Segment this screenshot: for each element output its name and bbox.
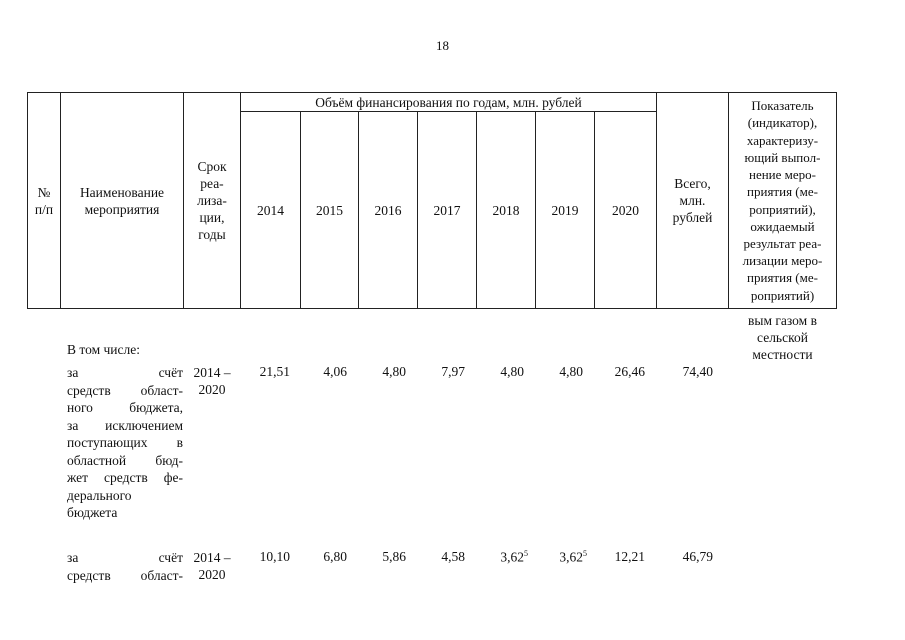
value-2017: 4,58 <box>441 549 465 564</box>
value-2015: 6,80 <box>323 549 347 564</box>
header-year: 2015 <box>316 202 343 218</box>
value-2016: 5,86 <box>382 549 406 564</box>
value-2014: 10,10 <box>259 549 290 564</box>
value-total: 74,40 <box>682 364 713 379</box>
header-year: 2020 <box>612 202 639 218</box>
header-year: 2017 <box>433 202 461 218</box>
value-2019: 4,80 <box>559 364 583 379</box>
header-year: 2018 <box>492 202 520 218</box>
indicator-continued: вым газом в сельской местности <box>748 313 817 362</box>
value-2019: 3,62$^5$ <box>559 549 587 565</box>
value-2017: 7,97 <box>441 364 465 379</box>
value-2014: 21,51 <box>259 364 290 379</box>
page-number: 18 <box>436 38 449 53</box>
row-name: за счёт средств област- ного бюджета, за исключением поступающих в областной бюд- жет средств фе- дерального бюджета <box>67 365 183 520</box>
header-col-number: № п/п <box>34 184 54 217</box>
row-name: за счёт средств област- <box>67 550 183 583</box>
header-year: 2014 <box>257 202 284 218</box>
footnote-mark: 5 <box>524 549 528 558</box>
row-period: 2014 – 2020 <box>193 550 231 582</box>
header-col-name: Наименование мероприятия <box>79 184 165 217</box>
in-total-label: В том числе: <box>67 342 140 357</box>
value-2016: 4,80 <box>382 364 406 379</box>
value-2015: 4,06 <box>323 364 347 379</box>
header-col-indicator: Показатель (индикатор), характеризу- ющий выпол- нение меро- приятия (ме- роприятий), ожидаемый результат реа- лизации меро- приятия (ме- роприятий) <box>742 98 823 303</box>
value-2018: 3,62$^5$ <box>500 549 528 565</box>
footnote-mark: 5 <box>583 549 587 558</box>
value-2020: 12,21 <box>614 549 645 564</box>
value-2018: 4,80 <box>500 364 524 379</box>
header-col-total: Всего, млн. рублей <box>672 176 713 225</box>
header-year: 2019 <box>551 202 579 218</box>
value-total: 46,79 <box>682 549 713 564</box>
row-period: 2014 – 2020 <box>193 365 231 397</box>
value-2020: 26,46 <box>614 364 645 379</box>
header-year: 2016 <box>374 202 402 218</box>
header-col-period: Срок реа- лиза- ции, годы <box>197 159 227 242</box>
header-funding-group: Объём финансирования по годам, млн. рублей <box>315 94 582 110</box>
